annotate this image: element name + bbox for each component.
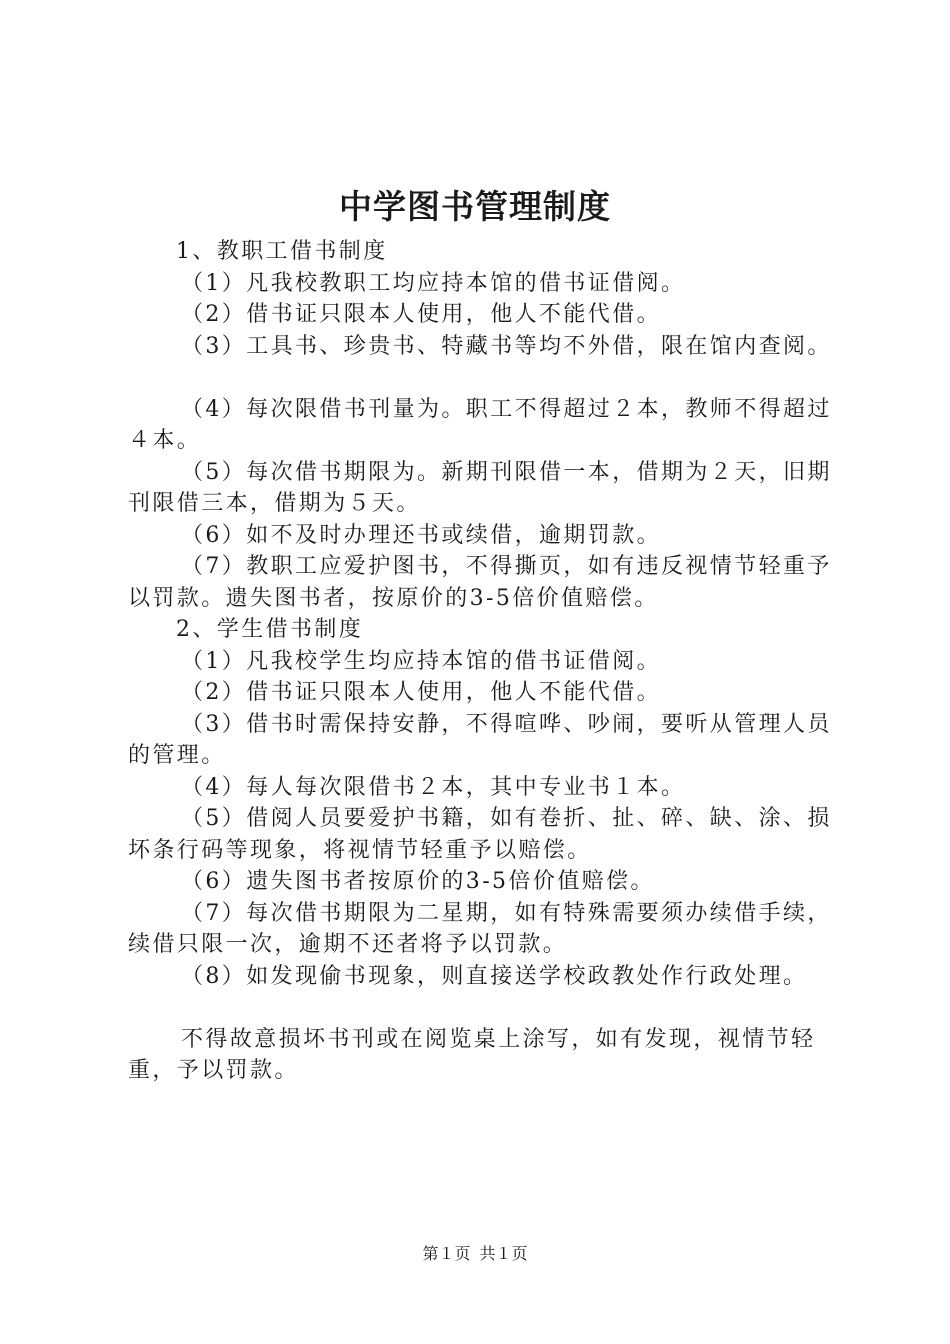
page-number: 第１页 [422, 1244, 471, 1263]
staff-rule-1: （1）凡我校教职工均应持本馆的借书证借阅。 [181, 270, 686, 296]
document-title: 中学图书管理制度 [339, 187, 611, 226]
section-heading-students: 2、学生借书制度 [176, 617, 364, 642]
section-heading-staff: 1、教职工借书制度 [176, 239, 388, 264]
staff-rule-5: （5）每次借书期限为。新期刊限借一本，借期为２天，旧期刊限借三本，借期为５天。 [128, 459, 832, 516]
student-rule-6: （6）遗失图书者按原价的3-5倍价值赔偿。 [181, 869, 655, 894]
staff-rule-4: （4）每次限借书刊量为。职工不得超过２本，教师不得超过４本。 [128, 396, 832, 453]
student-rule-4: （4）每人每次限借书２本，其中专业书１本。 [181, 774, 686, 800]
closing-paragraph: 不得故意损坏书刊或在阅览桌上涂写，如有发现，视情节轻重，予以罚款。 [128, 1026, 816, 1083]
paragraph-gap [128, 362, 833, 394]
paragraph-gap [128, 992, 833, 1024]
staff-rule-2: （2）借书证只限本人使用，他人不能代借。 [181, 302, 661, 327]
student-rule-2: （2）借书证只限本人使用，他人不能代借。 [181, 680, 661, 705]
student-rule-3: （3）借书时需保持安静，不得喧哗、吵闹，要听从管理人员的管理。 [128, 711, 832, 768]
page-footer [0, 1243, 950, 1265]
student-rule-8: （8）如发现偷书现象，则直接送学校政教处作行政处理。 [181, 963, 808, 989]
student-rule-7: （7）每次借书期限为二星期，如有特殊需要须办续借手续，续借只限一次，逾期不还者将予以罚款。 [128, 900, 832, 957]
document-body [128, 236, 833, 1087]
staff-rule-7: （7）教职工应爱护图书，不得撕页，如有违反视情节轻重予以罚款。遗失图书者，按原价的3-5倍价值赔偿。 [128, 554, 832, 611]
staff-rule-6: （6）如不及时办理还书或续借，逾期罚款。 [181, 522, 661, 548]
student-rule-5: （5）借阅人员要爱护书籍，如有卷折、扯、碎、缺、涂、损坏条行码等现象，将视情节轻重予以赔偿。 [128, 806, 832, 863]
student-rule-1: （1）凡我校学生均应持本馆的借书证借阅。 [181, 648, 661, 674]
staff-rule-3: （3）工具书、珍贵书、特藏书等均不外借，限在馆内查阅。 [181, 333, 832, 359]
page-total: 共１页 [479, 1244, 528, 1263]
